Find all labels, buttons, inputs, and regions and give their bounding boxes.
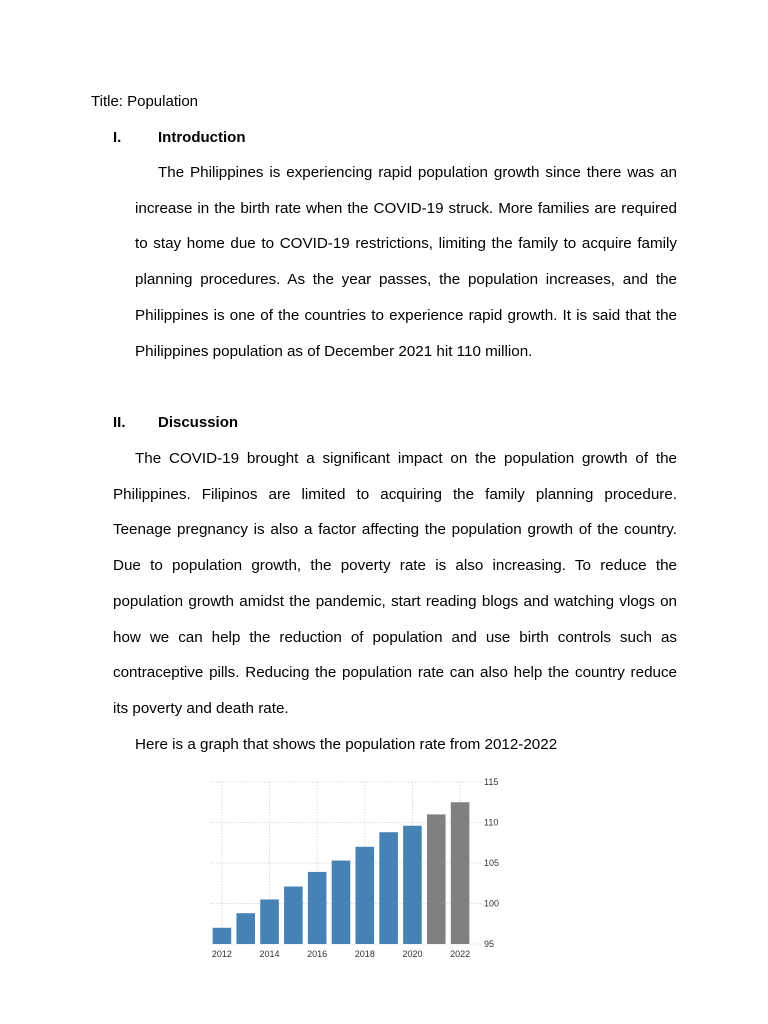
y-tick-label: 115 (484, 777, 499, 787)
graph-intro-text: Here is a graph that shows the population rate from 2012-2022 (135, 736, 558, 753)
section-number-introduction: I. (113, 129, 122, 146)
x-axis-ticks (212, 949, 470, 959)
bar-2018 (356, 847, 375, 944)
y-tick-label: 95 (484, 939, 495, 949)
bar-2016 (308, 872, 327, 944)
x-tick-label: 2020 (402, 949, 423, 959)
x-tick-label: 2018 (354, 949, 375, 959)
x-tick-label: 2014 (259, 949, 280, 959)
x-tick-label: 2022 (450, 949, 471, 959)
x-tick-label: 2012 (211, 949, 232, 959)
bar-2017 (332, 861, 351, 944)
bar-2015 (284, 886, 303, 944)
population-bar-chart (206, 772, 506, 964)
bar-2013 (236, 913, 255, 944)
bar-2012 (213, 928, 232, 944)
section-number-discussion: II. (113, 414, 126, 431)
y-tick-label: 105 (484, 858, 500, 868)
y-tick-label: 100 (484, 898, 500, 909)
bar-2019 (379, 832, 398, 944)
bar-2020 (403, 826, 422, 944)
section-heading-discussion: Discussion (158, 414, 239, 431)
bar-2014 (260, 899, 279, 944)
bar-2022 (451, 802, 470, 944)
introduction-paragraph: The Philippines is experiencing rapid population growth since there was an increase in the birth rate when the COVID-19 struck. More families are required to stay home due to COVID-19 restrictions, limiting the family to acquire family planning procedures. As the year passes, the population increases, and the Philippines is one of the countries to experience rapid growth. It is said that the Philippines population as of December 2021 hit 110 million. (135, 164, 677, 360)
y-axis-ticks (484, 777, 499, 949)
section-heading-introduction: Introduction (158, 129, 246, 146)
page-title: Title: Population (91, 93, 199, 110)
discussion-paragraph: The COVID-19 brought a significant impact on the population growth of the Philippines. Filipinos are limited to acquiring the family planning procedure. Teenage pregnancy is also a factor affecting the population growth of the country. Due to population growth, the poverty rate is also increasing. To reduce the population growth amidst the pandemic, start reading blogs and watching vlogs on how we can help the reduction of population and use birth controls such as contraceptive pills. Reducing the population rate can also help the country reduce its poverty and death rate. (113, 450, 677, 717)
y-tick-label: 110 (484, 817, 499, 828)
bar-2021 (427, 814, 446, 944)
x-tick-label: 2016 (307, 949, 328, 959)
chart-bars (213, 802, 470, 944)
